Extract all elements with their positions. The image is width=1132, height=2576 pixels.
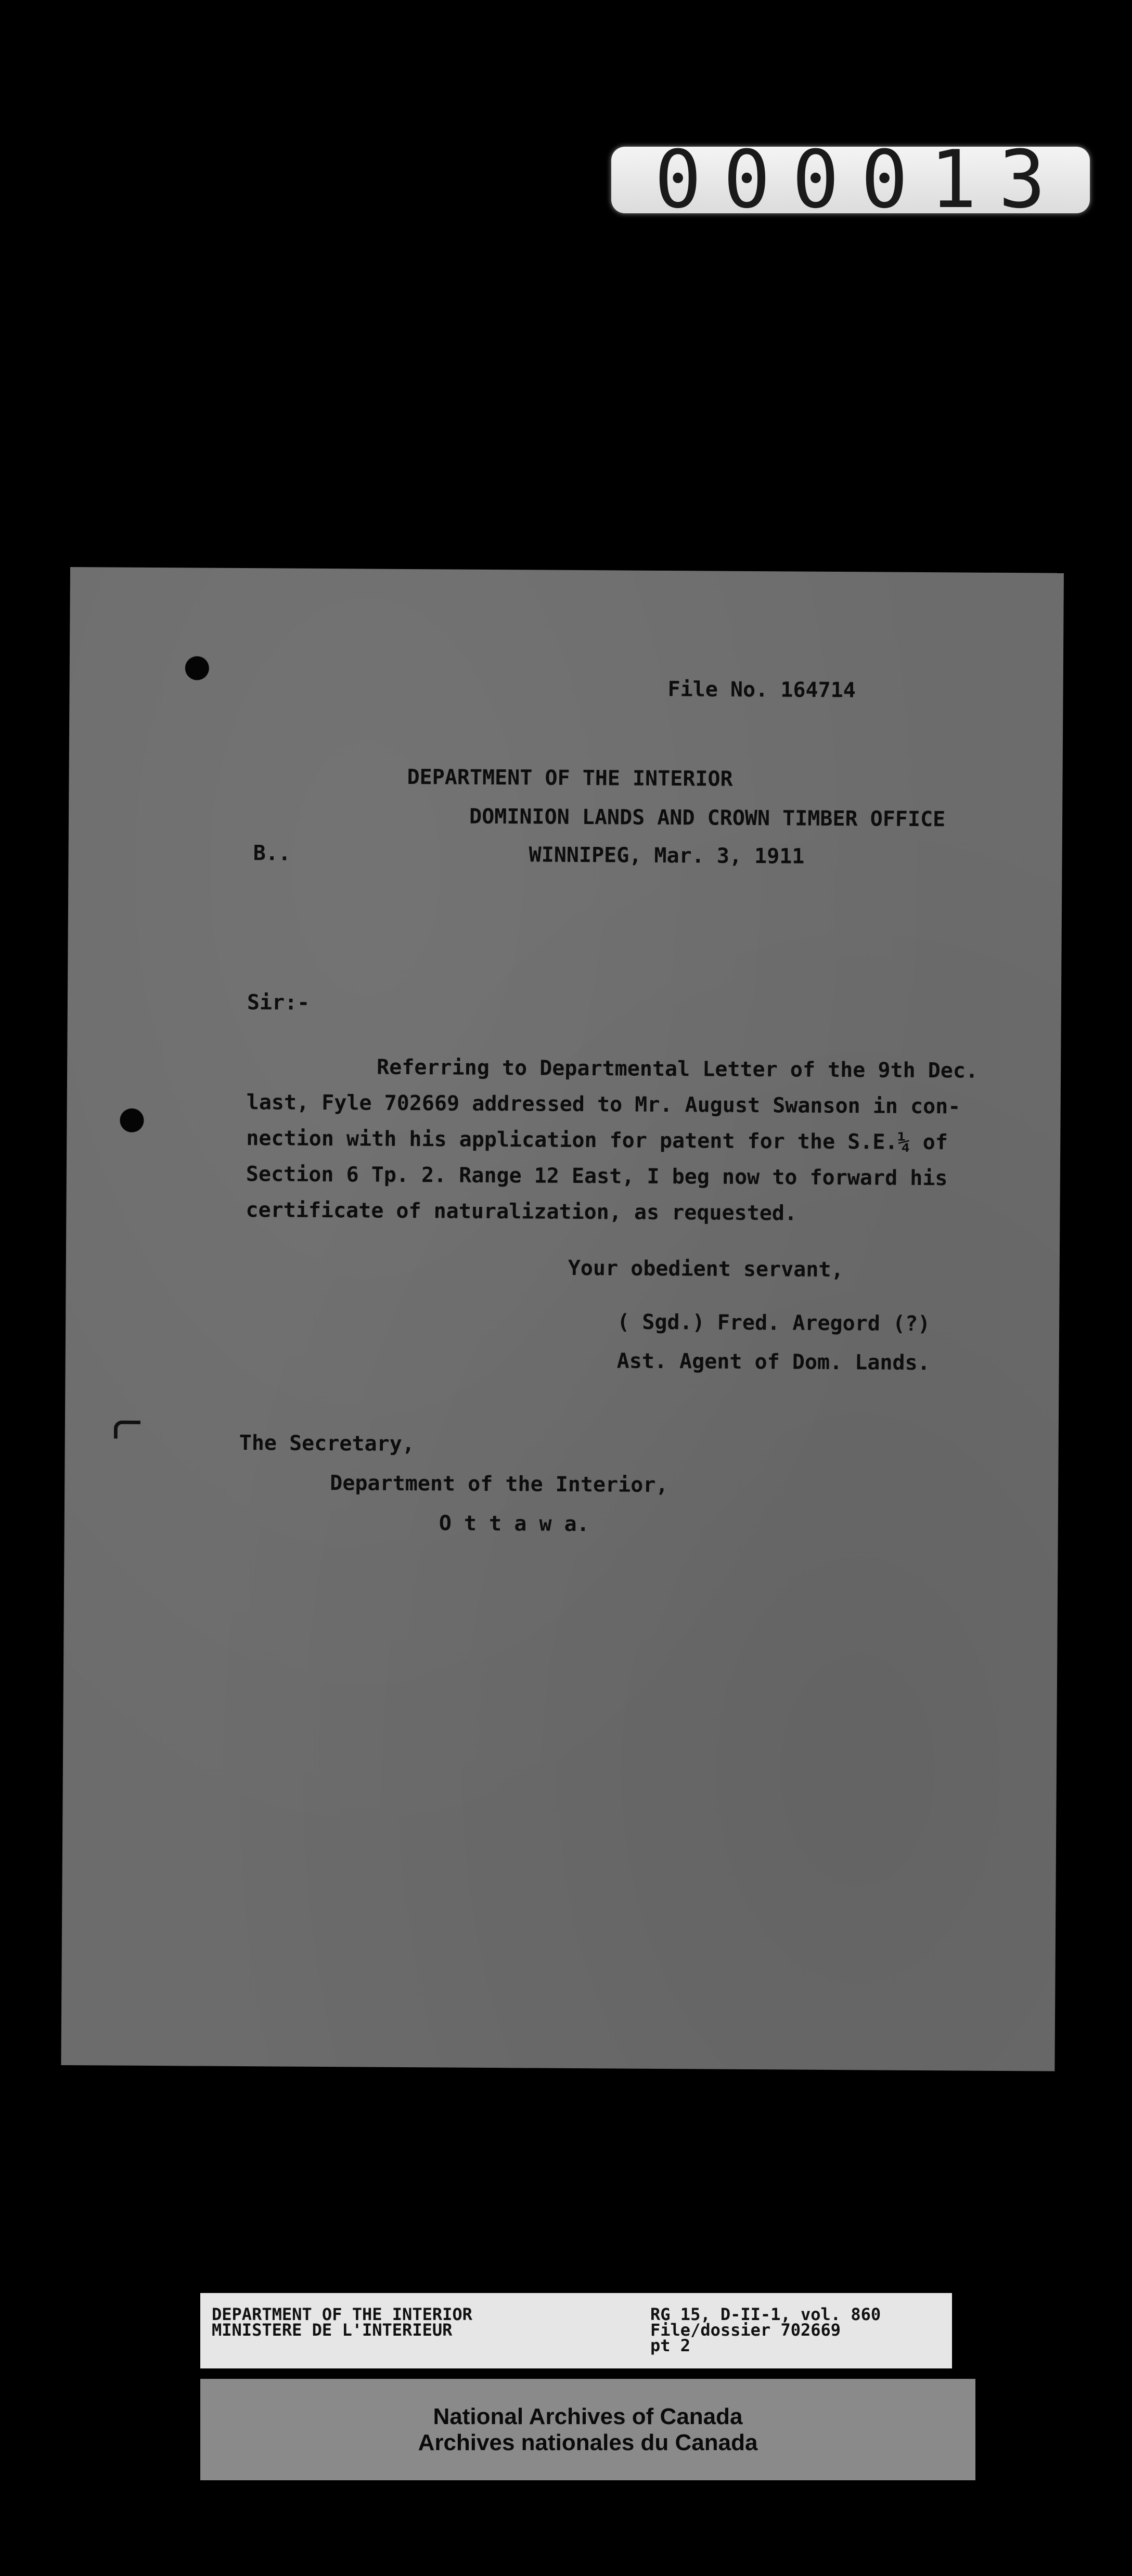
signer-title: Ast. Agent of Dom. Lands. (616, 1349, 930, 1375)
archive-reference-strip (200, 2293, 952, 2368)
letter-place-date: WINNIPEG, Mar. 3, 1911 (529, 843, 805, 869)
addressee-line: Department of the Interior, (330, 1471, 668, 1498)
archives-label-fr: Archives nationales du Canada (418, 2429, 758, 2455)
body-line: certificate of naturalization, as requested. (246, 1198, 797, 1226)
frame-number: 000013 (654, 134, 1067, 226)
archives-label (200, 2379, 975, 2480)
letter-page (61, 567, 1064, 2071)
frame-number-label (611, 134, 1090, 226)
archives-label-en: National Archives of Canada (433, 2403, 743, 2429)
signature: ( Sgd.) Fred. Aregord (?) (617, 1310, 931, 1336)
paper-clip-mark (114, 1421, 140, 1439)
letterhead-department: DEPARTMENT OF THE INTERIOR (407, 765, 733, 791)
archive-reference (650, 2304, 881, 2355)
closing: Your obedient servant, (568, 1256, 844, 1282)
archive-department-en: DEPARTMENT OF THE INTERIOR (212, 2304, 472, 2324)
file-number: File No. 164714 (667, 677, 856, 703)
body-line: Section 6 Tp. 2. Range 12 East, I beg now to forward his (246, 1162, 948, 1191)
body-line: last, Fyle 702669 addressed to Mr. August Swanson in con- (246, 1090, 961, 1119)
body-line: nection with his application for patent for the S.E.¼ of (246, 1126, 948, 1155)
addressee-line: O t t a w a. (439, 1511, 589, 1537)
archive-department-fr: MINISTERE DE L'INTERIEUR (212, 2320, 453, 2340)
addressee-line: The Secretary, (239, 1431, 415, 1457)
archive-part: pt 2 (650, 2336, 691, 2355)
punch-hole (120, 1109, 144, 1132)
reference-mark: B.. (253, 841, 291, 866)
archive-department (212, 2304, 472, 2340)
archive-file: File/dossier 702669 (650, 2320, 841, 2340)
letterhead-office: DOMINION LANDS AND CROWN TIMBER OFFICE (469, 804, 946, 832)
body-line: Referring to Departmental Letter of the 9th Dec. (376, 1055, 979, 1083)
archive-rg: RG 15, D-II-1, vol. 860 (650, 2304, 881, 2324)
punch-hole (185, 656, 209, 680)
salutation: Sir:- (247, 990, 310, 1015)
